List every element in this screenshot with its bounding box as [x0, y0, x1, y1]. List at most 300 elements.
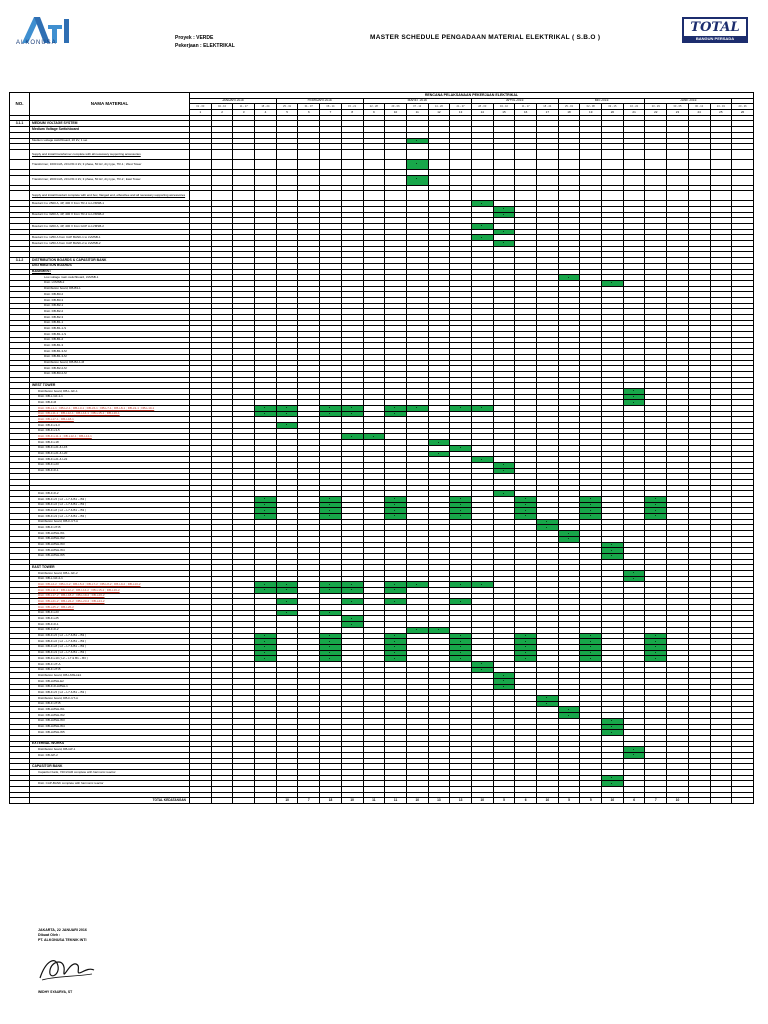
work-label: Pekerjaan	[175, 43, 199, 49]
schedule-cell	[602, 175, 624, 185]
schedule-cell	[623, 149, 645, 159]
schedule-cell	[298, 149, 320, 159]
material-name: Distr. DB-F-L3-3	[30, 423, 190, 429]
schedule-cell	[255, 159, 277, 169]
schedule-cell	[471, 149, 493, 159]
week-range-header: 25 - 01	[558, 104, 580, 110]
material-name: Distr. DB-B1-3-M	[30, 349, 190, 355]
schedule-cell	[732, 159, 754, 169]
material-name: Distr. DB-L17-2 ; DB-L18-2 ; DB-L19-2 ; DB-L20-2	[30, 593, 190, 599]
material-name: Supply and install busduct complete with end box, flanged end, elbow/tee and all necessary supporting accessories	[30, 191, 190, 201]
table-row	[10, 149, 754, 159]
schedule-cell	[385, 149, 407, 159]
total-value: 10	[341, 798, 363, 804]
material-name: Distr. DB-F-L6 ( L2 ~ L7 & B1 ~ B3 )	[30, 639, 190, 645]
total-value: 6	[623, 798, 645, 804]
material-name: Distr. DB-F-L9 ( L2 ~ L7 & B1 ~ B3 )	[30, 514, 190, 520]
material-name: Distr. DB-F-UT-B	[30, 525, 190, 531]
material-name: Distr. DB-L21-2 ; DB-L22-2 ; DB-L23-2 ; DB-L24-2	[30, 599, 190, 605]
schedule-cell	[537, 175, 559, 185]
table-row	[10, 159, 754, 169]
schedule-cell	[515, 175, 537, 185]
week-range-header: 25 - 31	[276, 104, 298, 110]
schedule-cell	[623, 191, 645, 201]
material-name: Distr. LVMSB-2	[30, 280, 190, 286]
week-number-header: 7	[320, 110, 342, 116]
week-range-header: 15 - 21	[341, 104, 363, 110]
material-name: Distr. DB-F-L23	[30, 610, 190, 616]
material-name: Distribution board, DB-L.GF-2	[30, 570, 190, 576]
material-name: Distr. DB-F-M	[30, 400, 190, 406]
material-name: Distr. DB-GP-2	[30, 752, 190, 758]
material-name: Distr. DB-F-UT-A	[30, 661, 190, 667]
material-name: Distribution board, DB-F-UT-A	[30, 696, 190, 702]
schedule-cell	[471, 191, 493, 201]
material-name: Distr. DB-F-L5 ( L2 ~ L7 & B1 ~ B3 )	[30, 633, 190, 639]
total-value: 11	[363, 798, 385, 804]
week-number-header: 9	[363, 110, 385, 116]
total-value: 10	[406, 798, 428, 804]
material-name: MEDIUM VOLTAGE SYSTEM	[30, 121, 190, 127]
material-name: Distr. DB-F-UT-B	[30, 701, 190, 707]
material-name: Distr. DB-F-R-1	[30, 622, 190, 628]
material-name: Distr. DB-L2-2 ; DB-L3-2 ; DB-L5-2 ; DB-L7-2 ; DB-L8-2 ; DB-L9-2 ; DB-L10-2	[30, 582, 190, 588]
material-name: Busduct Cu. 1250 A from CAP BANK-1 to LVMSB-1	[30, 235, 190, 241]
week-number-header: 1	[190, 110, 212, 116]
total-value: 5	[493, 798, 515, 804]
schedule-cell	[450, 175, 472, 185]
schedule-cell	[211, 149, 233, 159]
schedule-cell	[233, 149, 255, 159]
schedule-cell	[667, 175, 689, 185]
material-name: Distr. DB-B3-2	[30, 292, 190, 298]
material-name: Distr. DB-F-L21 & L22	[30, 457, 190, 463]
week-range-header: 09 - 15	[602, 104, 624, 110]
material-name: Low voltage main switchboard, LVMSB-1	[30, 275, 190, 281]
schedule-cell	[233, 159, 255, 169]
schedule-cell	[320, 175, 342, 185]
schedule-cell	[580, 175, 602, 185]
material-name: Distr. DB-F-L8 ( L2 ~ L7 & B1 ~ B3 )	[30, 508, 190, 514]
schedule-cell	[428, 191, 450, 201]
total-value: 6	[515, 798, 537, 804]
material-name: Transformer, 2000 kVA, 20 kV/0.4 kV, 3 phase, 50 Hz, dry type, TR-2 ; East Tower	[30, 175, 190, 185]
schedule-cell	[471, 159, 493, 169]
row-number	[10, 149, 30, 159]
week-number-header: 17	[537, 110, 559, 116]
week-number-header: 18	[558, 110, 580, 116]
schedule-cell	[385, 175, 407, 185]
week-range-header: 13 - 19	[710, 104, 732, 110]
company-left-name: ALKONUSA	[16, 40, 57, 46]
week-number-header: 2	[211, 110, 233, 116]
material-name: Busduct Cu. 3200 A, 4P, 400 V from TR-2 to LVMSB-2	[30, 212, 190, 218]
material-name: Distr. DB-B1-1	[30, 320, 190, 326]
week-range-header: 02 - 08	[580, 104, 602, 110]
schedule-cell	[580, 149, 602, 159]
material-name: Distribution board, DB-GP-1	[30, 747, 190, 753]
schedule-cell	[190, 191, 212, 201]
schedule-cell	[363, 191, 385, 201]
week-number-header: 25	[710, 110, 732, 116]
material-name: Medium Voltage Switchboard	[30, 127, 190, 133]
table-row	[10, 175, 754, 185]
schedule-cell	[428, 159, 450, 169]
week-range-header: 20 - 26	[732, 104, 754, 110]
material-name: Distr. DB-F-L6 ( L2 ~ L7 & B1 ~ B3 )	[30, 502, 190, 508]
week-range-header: 30 - 05	[667, 104, 689, 110]
total-value: 7	[645, 798, 667, 804]
schedule-cell	[732, 175, 754, 185]
project-info: Proyek : VERDE Pekerjaan : ELEKTRIKAL	[175, 34, 235, 50]
total-value: 10	[667, 798, 689, 804]
material-name: Distr. DB-F-L25	[30, 616, 190, 622]
week-range-header: 06 - 12	[688, 104, 710, 110]
schedule-cell	[320, 149, 342, 159]
schedule-cell	[298, 191, 320, 201]
week-range-header: 18 - 24	[255, 104, 277, 110]
total-value: 5	[558, 798, 580, 804]
schedule-cell	[450, 159, 472, 169]
material-name: Distr. DB-F-L9 ( L2 ~ L7 & B1 ~ B3 )	[30, 650, 190, 656]
week-range-header: 07 - 13	[406, 104, 428, 110]
schedule-cell	[667, 191, 689, 201]
material-name: Distr. DB-B1-2	[30, 337, 190, 343]
week-range-header: 04 - 10	[211, 104, 233, 110]
material-name: Distr. DB-B2-3	[30, 315, 190, 321]
week-range-header: 08 - 14	[320, 104, 342, 110]
material-name: Distr. DB-L.GF-2-1	[30, 576, 190, 582]
material-name: Distr. DB-B2-1	[30, 303, 190, 309]
schedule-cell	[406, 149, 428, 159]
schedule-table	[9, 92, 754, 804]
material-name: Distr. DB-F-L5 ( L2 ~ L7 & B1 ~ B3 )	[30, 497, 190, 503]
week-number-header: 8	[341, 110, 363, 116]
week-number-header: 6	[298, 110, 320, 116]
material-name: Distr. DB-L.GF-1-1	[30, 394, 190, 400]
schedule-cell	[233, 191, 255, 201]
schedule-cell	[276, 191, 298, 201]
material-name: Distr. DB-L11-1 ; DB-L12-1 ; DB-L14-1 ; DB-L15-1 ; DB-L16-1	[30, 411, 190, 417]
week-number-header: 13	[450, 110, 472, 116]
schedule-cell	[645, 191, 667, 201]
week-range-header: 01 - 03	[190, 104, 212, 110]
week-number-header: 4	[255, 110, 277, 116]
row-number	[10, 159, 30, 169]
total-value: 10	[471, 798, 493, 804]
col-no-header: NO.	[10, 93, 30, 116]
schedule-cell	[688, 191, 710, 201]
schedule-cell	[190, 159, 212, 169]
week-number-header: 20	[602, 110, 624, 116]
material-name: Distr. DB-B3-2-M	[30, 371, 190, 377]
week-range-header: 11 - 17	[233, 104, 255, 110]
schedule-cell	[537, 191, 559, 201]
schedule-cell	[580, 191, 602, 201]
total-value: 18	[320, 798, 342, 804]
material-name: Distr. DB-LMSH-W4	[30, 548, 190, 554]
schedule-cell	[515, 191, 537, 201]
material-name: Distr. DB-LMSH-W5	[30, 730, 190, 736]
material-name: Distr. DB-B1-1-S	[30, 326, 190, 332]
schedule-cell	[493, 175, 515, 185]
material-name: BASEMENT	[30, 269, 190, 275]
week-range-header: 01 - 07	[298, 104, 320, 110]
material-name: DISTRIBUTION BOARDS	[30, 263, 190, 269]
week-number-header: 10	[385, 110, 407, 116]
delivery-bar	[406, 175, 428, 185]
schedule-cell	[580, 159, 602, 169]
schedule-cell	[341, 149, 363, 159]
schedule-cell	[385, 191, 407, 201]
schedule-cell	[710, 159, 732, 169]
material-name: Distr. DB-F-L3-5	[30, 428, 190, 434]
schedule-cell	[255, 191, 277, 201]
week-number-header: 15	[493, 110, 515, 116]
material-name: Supply and install transformer complete with all necessary supporting accessories	[30, 149, 190, 159]
schedule-cell	[190, 175, 212, 185]
schedule-cell	[428, 175, 450, 185]
material-name: Distr. DB-B1-1-S	[30, 332, 190, 338]
schedule-cell	[710, 175, 732, 185]
material-name: Busduct Cu. 3200 A, 4P, 400 V from GCP to LVMSB-2	[30, 224, 190, 230]
schedule-cell	[515, 159, 537, 169]
material-name: Distr. DB-F-L21 & L15	[30, 445, 190, 451]
material-name: EAST TOWER	[30, 565, 190, 571]
material-name: Medium voltage switchboard, 20 kV, 1 set	[30, 138, 190, 144]
schedule-cell	[645, 175, 667, 185]
material-name: Distr. DB-LMSH-W1	[30, 531, 190, 537]
schedule-cell	[406, 191, 428, 201]
schedule-cell	[211, 175, 233, 185]
material-name: Distr. DB-LMSH-W5	[30, 553, 190, 559]
plan-title: RENCANA PELAKSANAAN PEKERJAAN ELEKTRIKAL	[190, 93, 754, 99]
material-name: Distr. DB-F-L11-1 ; DB-L12-1 ; DB-L14-1	[30, 434, 190, 440]
total-value: 11	[385, 798, 407, 804]
total-value: 7	[298, 798, 320, 804]
material-name: Distr. DB-LMSH-W1	[30, 707, 190, 713]
schedule-cell	[211, 159, 233, 169]
week-number-header: 24	[688, 110, 710, 116]
material-name: Distr. DB-F-UT-B	[30, 667, 190, 673]
total-value: 5	[580, 798, 602, 804]
material-name: Distribution board, DB-LMSH-E1	[30, 673, 190, 679]
table-row	[10, 191, 754, 201]
material-name: Busduct Cu. 1250 A from CAP BANK-2 to LVMSB-2	[30, 241, 190, 247]
schedule-cell	[385, 159, 407, 169]
col-name-header: NAMA MATERIAL	[30, 93, 190, 116]
schedule-cell	[537, 149, 559, 159]
week-range-header: 18 - 24	[537, 104, 559, 110]
material-name: EXTERNAL WORKS	[30, 741, 190, 747]
schedule-cell	[645, 149, 667, 159]
schedule-cell	[623, 159, 645, 169]
material-name: Distr. DB-F-L5 ( L2 ~ L7 & B1 ~ B3 )	[30, 690, 190, 696]
material-name: Transformer, 1600 kVA, 20 kV/0.4 kV, 3 phase, 50 Hz, dry type, TR-1 ; West Tower	[30, 159, 190, 169]
material-name: Distr. DB-F-R-LMSH-1	[30, 684, 190, 690]
material-name: Distr. DB-F-R-1	[30, 468, 190, 474]
schedule-cell	[471, 175, 493, 185]
week-range-header: 11 - 17	[515, 104, 537, 110]
schedule-cell	[732, 191, 754, 201]
material-name: Distr. DB-L17-1 ; DB-L18-1	[30, 417, 190, 423]
project-label: Proyek	[175, 35, 192, 41]
schedule-cell	[688, 159, 710, 169]
week-range-header: 16 - 22	[623, 104, 645, 110]
schedule-cell	[363, 175, 385, 185]
schedule-cell	[602, 191, 624, 201]
material-name: Distr. DB-B2-2	[30, 309, 190, 315]
schedule-cell	[558, 191, 580, 201]
week-range-header: 14 - 20	[428, 104, 450, 110]
schedule-cell	[450, 149, 472, 159]
schedule-cell	[667, 149, 689, 159]
material-name: Distr. DB-B1-3-M	[30, 354, 190, 360]
week-range-header: 04 - 10	[493, 104, 515, 110]
total-value: 10	[602, 798, 624, 804]
schedule-cell	[428, 149, 450, 159]
material-name: Distr. DB-LMSH-W3	[30, 542, 190, 548]
material-name: Distr. DB-LMSH-W3	[30, 718, 190, 724]
schedule-cell	[450, 191, 472, 201]
material-name: Distr. DB-F-L23	[30, 462, 190, 468]
schedule-cell	[558, 159, 580, 169]
material-name: Distr. DB-F-R-2	[30, 491, 190, 497]
schedule-cell	[667, 159, 689, 169]
row-number	[10, 175, 30, 185]
month-header: APRIL 2016	[471, 98, 558, 104]
material-name: Distr. CAP-BANK complete with harmonic reactor	[30, 781, 190, 787]
material-name: Distr. DB-B1-3	[30, 343, 190, 349]
total-value: 10	[537, 798, 559, 804]
schedule-cell	[732, 149, 754, 159]
project-value: VERDE	[196, 35, 213, 41]
material-name: Distr. DB-L1-1 ; DB-L2-1 ; DB-L3-1 ; DB-L5-1 ; DB-L7-1 ; DB-L8-1 ; DB-L9-1 ; DB-L10-1	[30, 406, 190, 412]
material-name: Distr. DB-L11-2 ; DB-L12-2 ; DB-L14-2 ; DB-L15-2 ; DB-L16-2	[30, 588, 190, 594]
total-bangun-persada-logo	[682, 17, 748, 43]
material-name: Distr. DB-B3-3	[30, 297, 190, 303]
schedule-cell	[298, 175, 320, 185]
month-header: MEI 2016	[558, 98, 645, 104]
total-label: TOTAL KEDATANGAN	[30, 798, 190, 804]
material-name: Distr. DB-F-L21 & L20	[30, 451, 190, 457]
week-number-header: 11	[406, 110, 428, 116]
schedule-cell	[493, 191, 515, 201]
material-name: Distr. DB-LMSH-E2	[30, 679, 190, 685]
material-name: CAPASITOR BANK	[30, 764, 190, 770]
week-number-header: 3	[233, 110, 255, 116]
row-number: 3.1.2	[10, 258, 30, 264]
material-name: Distribution board, DB-B2-1-M	[30, 360, 190, 366]
schedule-cell	[688, 175, 710, 185]
schedule-cell	[515, 149, 537, 159]
schedule-cell	[341, 191, 363, 201]
material-name: Distr. DB-B2-2-M	[30, 366, 190, 372]
schedule-cell	[233, 175, 255, 185]
schedule-cell	[688, 149, 710, 159]
week-range-header: 23 - 29	[645, 104, 667, 110]
schedule-cell	[298, 159, 320, 169]
material-name: Distr. DB-F-L8 ( L2 ~ L7 & B1 ~ B3 )	[30, 644, 190, 650]
document-title: MASTER SCHEDULE PENGADAAN MATERIAL ELEKTRIKAL ( S.B.O )	[370, 34, 600, 41]
schedule-cell	[363, 159, 385, 169]
month-header: JANUARI 2016	[190, 98, 277, 104]
schedule-cell	[320, 159, 342, 169]
schedule-cell	[710, 191, 732, 201]
signature-company: PT. ALKONUSA TEKNIK INTI	[38, 938, 87, 943]
material-name: Distr. DB-L25-2 ; DB-L26-2	[30, 605, 190, 611]
week-number-header: 5	[276, 110, 298, 116]
month-header: JUNE 2016	[645, 98, 732, 104]
schedule-cell	[341, 159, 363, 169]
week-number-header: 14	[471, 110, 493, 116]
total-value: 10	[276, 798, 298, 804]
schedule-cell	[602, 149, 624, 159]
schedule-cell	[602, 159, 624, 169]
total-value: 13	[428, 798, 450, 804]
schedule-cell	[190, 149, 212, 159]
schedule-cell	[276, 149, 298, 159]
schedule-cell	[341, 175, 363, 185]
week-number-header: 26	[732, 110, 754, 116]
signature-place-date: JAKARTA, 22 JANUARI 2016	[38, 928, 87, 933]
row-number	[10, 191, 30, 201]
material-name: Distr. DB-LMSH-W2	[30, 713, 190, 719]
week-number-header: 16	[515, 110, 537, 116]
schedule-cell	[645, 159, 667, 169]
week-range-header: 22 - 28	[363, 104, 385, 110]
schedule-cell	[710, 149, 732, 159]
schedule-cell	[558, 175, 580, 185]
row-number: 3.1.1	[10, 121, 30, 127]
schedule-cell	[255, 149, 277, 159]
delivery-bar	[406, 159, 428, 169]
material-name: Distr. DB-LMSH-W4	[30, 724, 190, 730]
material-name: Distr. DB-F-L18	[30, 440, 190, 446]
month-header: FEBRUARI 2016	[276, 98, 363, 104]
material-name: Distribution board, DB-L.GF-1	[30, 388, 190, 394]
total-value: 13	[450, 798, 472, 804]
schedule-cell	[320, 191, 342, 201]
week-number-header: 21	[623, 110, 645, 116]
signature-label: Dibuat Oleh :	[38, 933, 87, 938]
work-value: ELEKTRIKAL	[203, 43, 235, 49]
schedule-cell	[276, 175, 298, 185]
schedule-cell	[255, 175, 277, 185]
material-name: Distr. DB-F-R-2	[30, 627, 190, 633]
signature-name: WIDHY SYAURYA, ST	[38, 990, 72, 994]
schedule-cell	[363, 149, 385, 159]
material-name: Distribution board, DB-F-UT-A	[30, 519, 190, 525]
material-name: Distr. DB-LMSH-W2	[30, 536, 190, 542]
week-number-header: 22	[645, 110, 667, 116]
material-name: Distr. DB-F-L10 ( L2 ~ L7 & B1 ~ B3 )	[30, 656, 190, 662]
month-header: MARET 2016	[363, 98, 471, 104]
week-range-header: 21 - 27	[450, 104, 472, 110]
schedule-cell	[537, 159, 559, 169]
schedule-cell	[493, 149, 515, 159]
week-range-header: 28 - 03	[471, 104, 493, 110]
week-range-header: 29 - 06	[385, 104, 407, 110]
schedule-cell	[211, 191, 233, 201]
week-number-header: 23	[667, 110, 689, 116]
material-name: Busduct Cu. 2500 A, 4P, 400 V from TR-1 to LVMSB-1	[30, 201, 190, 207]
schedule-cell	[493, 159, 515, 169]
schedule-cell	[623, 175, 645, 185]
material-name: Distribution board, DB-B3-1	[30, 286, 190, 292]
material-name: Capacitor bank, 720 kVAR complete with harmonic reactor	[30, 770, 190, 776]
material-name: WEST TOWER	[30, 383, 190, 389]
